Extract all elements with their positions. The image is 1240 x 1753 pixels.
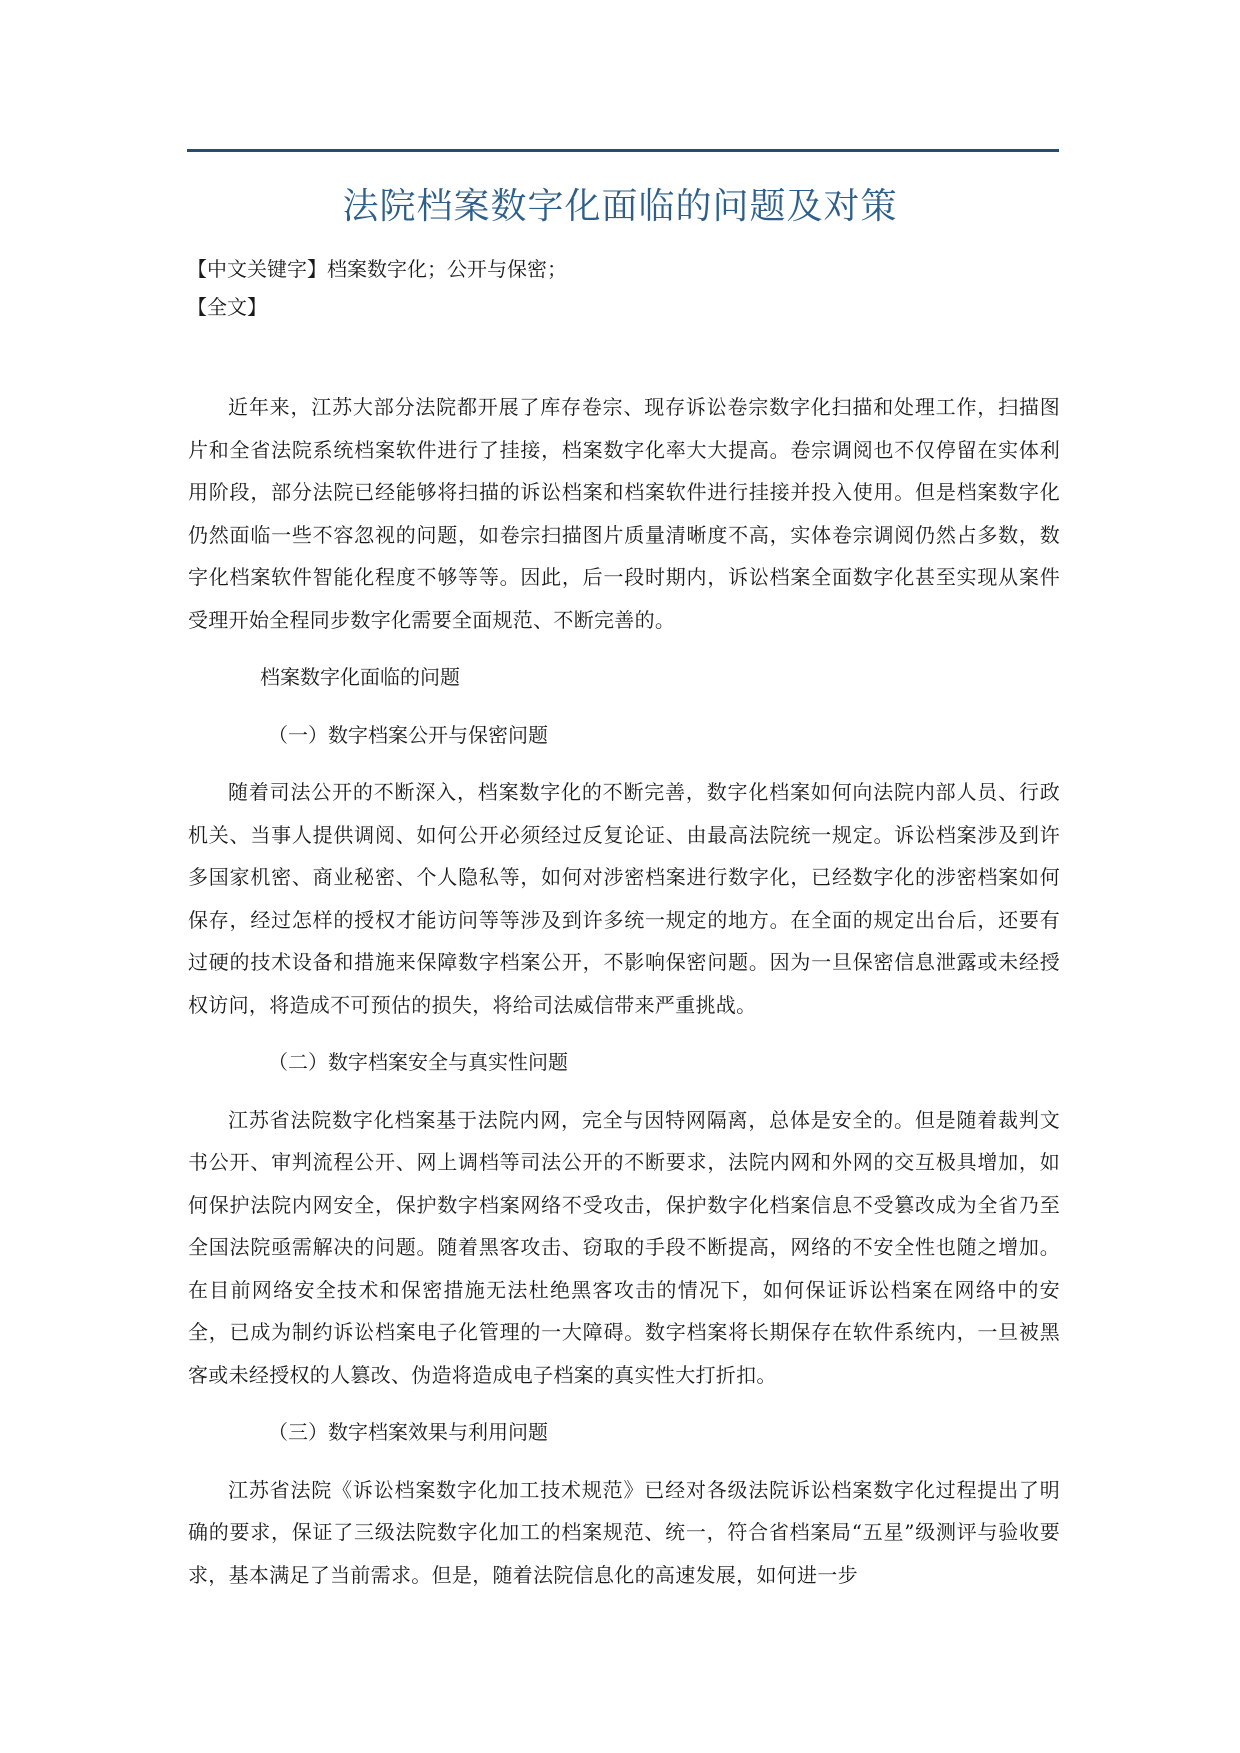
subsection-paragraph-1: 随着司法公开的不断深入，档案数字化的不断完善，数字化档案如何向法院内部人员、行政机关、当事人提供调阅、如何公开必须经过反复论证、由最高法院统一规定。诉讼档案涉及到许多国家机密、商业秘密、个人隐私等，如何对涉密档案进行数字化，已经数字化的涉密档案如何保存，经过怎样的授权才能访问等等涉及到许多统一规定的地方。在全面的规定出台后，还要有过硬的技术设备和措施来保障数字档案公开，不影响保密问题。因为一旦保密信息泄露或未经授权访问，将造成不可预估的损失，将给司法威信带来严重挑战。 [188,780,1060,1017]
subsection-heading-3: （三）数字档案效果与利用问题 [268,1420,548,1444]
intro-paragraph: 近年来，江苏大部分法院都开展了库存卷宗、现存诉讼卷宗数字化扫描和处理工作，扫描图片和全省法院系统档案软件进行了挂接，档案数字化率大大提高。卷宗调阅也不仅停留在实体利用阶段，部分法院已经能够将扫描的诉讼档案和档案软件进行挂接并投入使用。但是档案数字化仍然面临一些不容忽视的问题，如卷宗扫描图片质量清晰度不高，实体卷宗调阅仍然占多数，数字化档案软件智能化程度不够等等。因此，后一段时期内，诉讼档案全面数字化甚至实现从案件受理开始全程同步数字化需要全面规范、不断完善的。 [188,395,1060,632]
subsection-paragraph-3: 江苏省法院《诉讼档案数字化加工技术规范》已经对各级法院诉讼档案数字化过程提出了明确的要求，保证了三级法院数字化加工的档案规范、统一，符合省档案局“五星”级测评与验收要求，基本满足了当前需求。但是，随着法院信息化的高速发展，如何进一步 [188,1477,1060,1587]
fulltext-label: 【全文】 [187,295,267,319]
section-heading: 档案数字化面临的问题 [260,665,460,689]
header-rule [187,149,1059,152]
subsection-heading-2: （二）数字档案安全与真实性问题 [268,1050,568,1074]
subsection-paragraph-2: 江苏省法院数字化档案基于法院内网，完全与因特网隔离，总体是安全的。但是随着裁判文书公开、审判流程公开、网上调档等司法公开的不断要求，法院内网和外网的交互极具增加，如何保护法院内网安全，保护数字档案网络不受攻击，保护数字化档案信息不受篡改成为全省乃至全国法院亟需解决的问题。随着黑客攻击、窃取的手段不断提高，网络的不安全性也随之增加。在目前网络安全技术和保密措施无法杜绝黑客攻击的情况下，如何保证诉讼档案在网络中的安全，已成为制约诉讼档案电子化管理的一大障碍。数字档案将长期保存在软件系统内，一旦被黑客或未经授权的人篡改、伪造将造成电子档案的真实性大打折扣。 [188,1107,1060,1387]
document-body [188,386,1060,1596]
keywords-line: 【中文关键字】档案数字化；公开与保密； [187,257,567,281]
subsection-heading-1: （一）数字档案公开与保密问题 [268,722,548,747]
document-title: 法院档案数字化面临的问题及对策 [342,186,898,227]
